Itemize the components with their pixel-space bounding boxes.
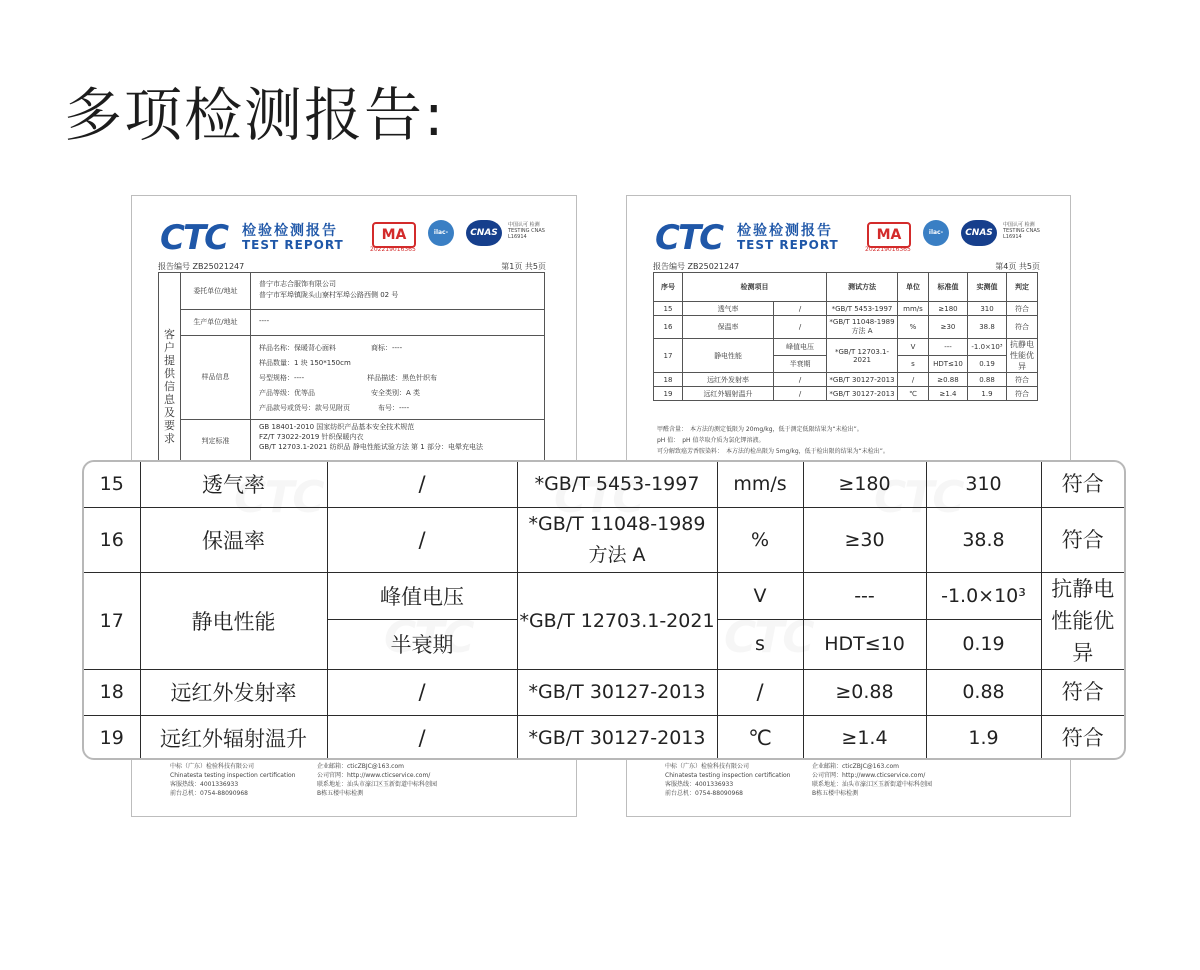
client-info-side-label: 客户提供信息及要求: [159, 273, 181, 463]
cell-unit: s: [717, 619, 803, 669]
cell-result: 符合: [1007, 316, 1038, 339]
cell-val: 310: [926, 462, 1041, 507]
cell-val: 38.8: [968, 316, 1007, 339]
cell-method: *GB/T 30127-2013: [517, 715, 717, 760]
form-label: 判定标准: [181, 419, 251, 463]
results-table: [653, 272, 1038, 401]
cell-unit: /: [898, 373, 929, 387]
cell-std: ≥0.88: [803, 669, 926, 715]
report-title-en: TEST REPORT: [737, 238, 839, 252]
cell-item: 远红外发射率: [140, 669, 327, 715]
client-info-form: [158, 272, 545, 464]
cell-val: 0.88: [926, 669, 1041, 715]
cell-sub: 峰值电压: [327, 572, 517, 619]
cell-method: *GB/T 5453-1997: [517, 462, 717, 507]
table-row: [654, 302, 1038, 316]
form-value: GB 18401-2010 国家纺织产品基本安全技术规范 FZ/T 73022-2019 针织保暖内衣 GB/T 12703.1-2021 纺织品 静电性能试验方法 第 1 部分：电晕充电法: [259, 423, 483, 451]
header-cell: 序号: [654, 273, 683, 302]
cma-number: 202219016365: [370, 246, 416, 253]
form-row-sample: [181, 335, 544, 420]
ctc-logo: CTC: [160, 218, 228, 258]
cell-item: 远红外辐射温升: [140, 715, 327, 760]
cell-method: *GB/T 12703.1-2021: [517, 572, 717, 669]
cell-no: 19: [84, 715, 140, 760]
cell-result: 抗静电性能优异: [1007, 339, 1038, 373]
cell-std: HDT≤10: [929, 356, 968, 373]
cell-no: 16: [654, 316, 683, 339]
cell-unit: %: [898, 316, 929, 339]
header-cell: 检测项目: [683, 273, 827, 302]
header-cell: 实测值: [968, 273, 1007, 302]
cell-no: 19: [654, 387, 683, 401]
report-number: 报告编号 ZB25021247: [158, 262, 245, 271]
form-value: 普宁市志合服饰有限公司 普宁市军埠镇陇头山寮村军埠公路西侧 02 号: [259, 280, 399, 299]
header-cell: 单位: [898, 273, 929, 302]
ilac-mra-icon: ilac-MRA: [923, 220, 949, 246]
cell-std: ---: [803, 572, 926, 619]
cell-no: 18: [84, 669, 140, 715]
header-cell: 标准值: [929, 273, 968, 302]
cell-std: ≥180: [803, 462, 926, 507]
cell-no: 17: [84, 572, 140, 669]
results-table-zoomed: [84, 462, 1124, 760]
cell-result: 符合: [1041, 507, 1124, 572]
cell-unit: /: [717, 669, 803, 715]
cell-sub: /: [327, 507, 517, 572]
cell-std: ---: [929, 339, 968, 356]
table-row: [84, 715, 1124, 760]
cell-std: ≥30: [929, 316, 968, 339]
cnas-logo-icon: CNAS: [466, 220, 502, 246]
cell-val: 0.19: [926, 619, 1041, 669]
page-info: 第1页 共5页: [501, 262, 546, 271]
cell-unit: %: [717, 507, 803, 572]
table-row: [654, 373, 1038, 387]
cnas-logo-icon: CNAS: [961, 220, 997, 246]
footer-contact: 企业邮箱：cticZBJC@163.com 公司官网：http://www.cticservice.com/ 联系地址：汕头市濠江区玉新街道中标科创园 B栋五楼中标检测: [812, 763, 933, 797]
cnas-text: 中国认可 检测 TESTING CNAS L16914: [508, 222, 545, 240]
cell-sub: 半衰期: [327, 619, 517, 669]
cell-result: 符合: [1007, 387, 1038, 401]
cell-unit: mm/s: [898, 302, 929, 316]
cell-method: *GB/T 11048-1989 方法 A: [517, 507, 717, 572]
report-number: 报告编号 ZB25021247: [653, 262, 740, 271]
table-row: [654, 316, 1038, 339]
cell-method: *GB/T 5453-1997: [827, 302, 898, 316]
cell-no: 15: [84, 462, 140, 507]
cell-unit: ℃: [717, 715, 803, 760]
cell-no: 15: [654, 302, 683, 316]
cell-sub: /: [327, 715, 517, 760]
cell-unit: V: [717, 572, 803, 619]
cell-std: HDT≤10: [803, 619, 926, 669]
cell-method: *GB/T 30127-2013: [517, 669, 717, 715]
form-label: 样品信息: [181, 335, 251, 419]
table-row: [84, 462, 1124, 507]
cell-sub: 峰值电压: [774, 339, 827, 356]
cell-method: *GB/T 30127-2013: [827, 373, 898, 387]
ilac-mra-icon: ilac-MRA: [428, 220, 454, 246]
cell-result: 抗静电 性能优 异: [1041, 572, 1124, 669]
cell-result: 符合: [1007, 373, 1038, 387]
report-title-cn: 检验检测报告: [737, 223, 833, 239]
cell-val: -1.0×10³: [926, 572, 1041, 619]
form-label: 委托单位/地址: [181, 273, 251, 309]
cell-no: 18: [654, 373, 683, 387]
cell-val: 0.88: [968, 373, 1007, 387]
cell-no: 17: [654, 339, 683, 373]
table-row: [654, 387, 1038, 401]
page-info: 第4页 共5页: [995, 262, 1040, 271]
cell-item: 透气率: [683, 302, 774, 316]
cell-std: ≥1.4: [929, 387, 968, 401]
cell-sub: /: [774, 316, 827, 339]
cell-sub: /: [327, 462, 517, 507]
cell-item: 远红外辐射温升: [683, 387, 774, 401]
form-value: 样品名称：保暖背心面料 商标：---- 样品数量：1 块 150*150cm 号型规格：---- 样品描述：黑色针织布 产品等级：优等品 安全类别：A 类 产品款号或货号：款号见附页 布号：----: [259, 344, 438, 412]
form-row-standard: [181, 419, 544, 463]
cell-no: 16: [84, 507, 140, 572]
cell-item: 保温率: [140, 507, 327, 572]
form-label: 生产单位/地址: [181, 309, 251, 335]
cell-item: 静电性能: [140, 572, 327, 669]
cell-val: 38.8: [926, 507, 1041, 572]
table-row: [654, 339, 1038, 356]
cell-unit: ℃: [898, 387, 929, 401]
cell-item: 保温率: [683, 316, 774, 339]
zoomed-results-table: [82, 460, 1126, 760]
report-title-en: TEST REPORT: [242, 238, 344, 252]
cell-val: 1.9: [926, 715, 1041, 760]
cell-item: 静电性能: [683, 339, 774, 373]
cell-method: *GB/T 30127-2013: [827, 387, 898, 401]
footer-contact: 企业邮箱：cticZBJC@163.com 公司官网：http://www.cticservice.com/ 联系地址：汕头市濠江区玉新街道中标科创园 B栋五楼中标检测: [317, 763, 438, 797]
cma-seal-icon: MA: [867, 222, 911, 248]
cell-val: 0.19: [968, 356, 1007, 373]
cma-number: 202219016365: [865, 246, 911, 253]
cell-method: *GB/T 12703.1-2021: [827, 339, 898, 373]
cnas-text: 中国认可 检测 TESTING CNAS L16914: [1003, 222, 1040, 240]
cell-sub: /: [774, 302, 827, 316]
cell-unit: s: [898, 356, 929, 373]
table-row: [84, 572, 1124, 619]
cell-result: 符合: [1041, 462, 1124, 507]
cell-unit: mm/s: [717, 462, 803, 507]
cell-result: 符合: [1041, 669, 1124, 715]
form-row-producer: [181, 309, 544, 336]
cell-val: 1.9: [968, 387, 1007, 401]
cma-seal-icon: MA: [372, 222, 416, 248]
cell-std: ≥30: [803, 507, 926, 572]
cell-method: *GB/T 11048-1989 方法 A: [827, 316, 898, 339]
cell-sub: /: [774, 373, 827, 387]
cell-sub: 半衰期: [774, 356, 827, 373]
cell-std: ≥180: [929, 302, 968, 316]
footer-company: 中标（广东）检验科技有限公司 Chinatesta testing inspection certification 客服热线：4001336933 前台总机：0754-88090968: [665, 763, 791, 797]
cell-std: ≥0.88: [929, 373, 968, 387]
cell-result: 符合: [1007, 302, 1038, 316]
cell-item: 透气率: [140, 462, 327, 507]
table-header-row: [654, 273, 1038, 302]
cell-sub: /: [327, 669, 517, 715]
cell-result: 符合: [1041, 715, 1124, 760]
page-title: 多项检测报告:: [64, 81, 446, 149]
footer-company: 中标（广东）检验科技有限公司 Chinatesta testing inspection certification 客服热线：4001336933 前台总机：0754-88090968: [170, 763, 296, 797]
ctc-logo: CTC: [655, 218, 723, 258]
table-row: [84, 669, 1124, 715]
header-cell: 判定: [1007, 273, 1038, 302]
cell-val: 310: [968, 302, 1007, 316]
cell-std: ≥1.4: [803, 715, 926, 760]
table-row: [84, 507, 1124, 572]
form-value: ----: [259, 317, 270, 325]
cell-unit: V: [898, 339, 929, 356]
header-cell: 测试方法: [827, 273, 898, 302]
form-row-client: [181, 273, 544, 310]
cell-item: 远红外发射率: [683, 373, 774, 387]
report-notes: 甲醛含量： 本方法的测定低限为 20mg/kg，低于测定低限结果为“未检出”。 pH 值： pH 值萃取介质为氯化钾溶液。 可分解致癌芳香胺染料： 本方法的检出限为 5mg/kg，低于检出限的结果为“未检出”。: [657, 426, 889, 455]
cell-sub: /: [774, 387, 827, 401]
report-title-cn: 检验检测报告: [242, 223, 338, 239]
cell-val: -1.0×10³: [968, 339, 1007, 356]
